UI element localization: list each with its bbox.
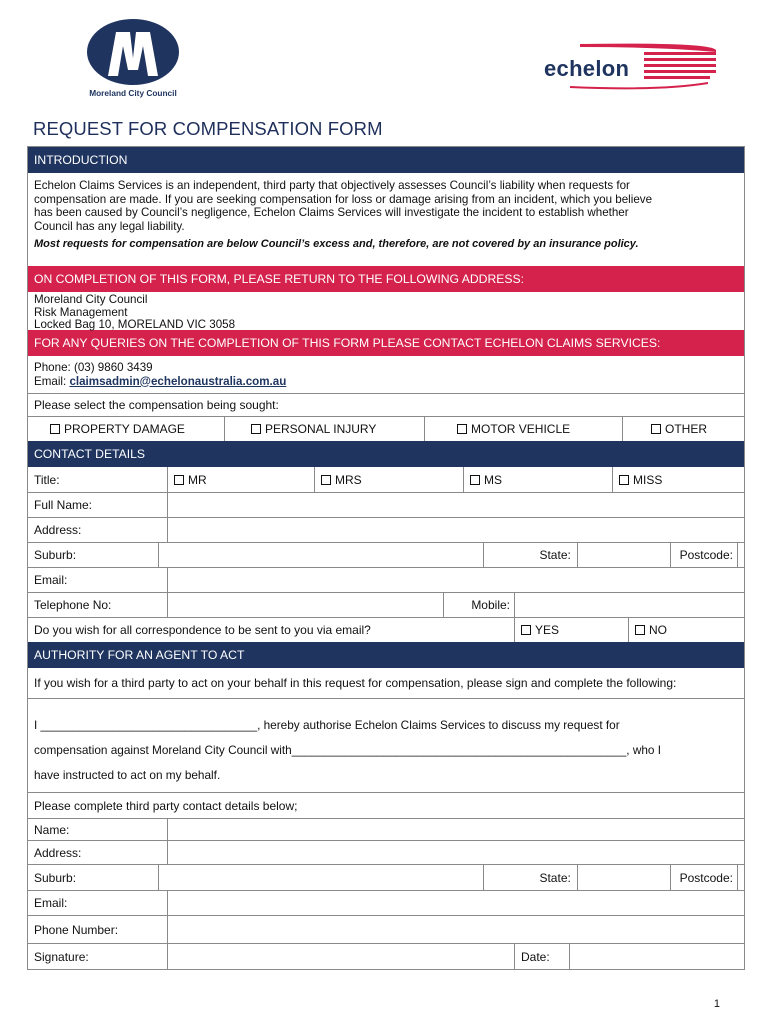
email-field[interactable]	[167, 568, 744, 592]
intro-line-2: compensation are made. If you are seeking compensation for loss or damage arising from an incident, which you believe	[34, 192, 653, 206]
title-mrs[interactable]: MRS	[314, 467, 463, 492]
agent-address-label: Address:	[34, 845, 82, 860]
email-correspondence-question: Do you wish for all correspondence to be sent to you via email?	[34, 623, 371, 637]
agent-state-label: State:	[483, 865, 576, 890]
email-correspondence-no[interactable]: NO	[628, 618, 744, 642]
intro-line-3: has been caused by Council’s negligence, Echelon Claims Services will investigate the incident to establish whether	[34, 206, 629, 219]
email-label: Email:	[34, 573, 68, 587]
intro-header: INTRODUCTION	[28, 147, 744, 173]
checkbox[interactable]	[174, 475, 184, 485]
return-header: ON COMPLETION OF THIS FORM, PLEASE RETURN TO THE FOLLOWING ADDRESS:	[28, 266, 744, 292]
checkbox[interactable]	[651, 424, 661, 434]
contact-phone: Phone: (03) 9860 3439	[34, 361, 153, 374]
agent-postcode-label: Postcode:	[670, 865, 737, 890]
agent-date-label: Date:	[514, 944, 569, 969]
agent-name-label: Name:	[34, 822, 70, 837]
address-field[interactable]	[167, 518, 744, 542]
auth-line-1: I _________________________________, hereby authorise Echelon Claims Services to discuss my request for	[34, 718, 620, 732]
title-mr[interactable]: MR	[167, 467, 314, 492]
checkbox[interactable]	[321, 475, 331, 485]
mobile-field[interactable]	[514, 593, 744, 617]
queries-section	[28, 356, 744, 393]
compensation-prompt: Please select the compensation being sought:	[34, 398, 279, 412]
state-field[interactable]	[577, 543, 670, 567]
address-label: Address:	[34, 523, 82, 537]
agent-email-field[interactable]	[167, 891, 744, 915]
agent-postcode-field[interactable]	[737, 865, 744, 890]
agent-authorisation	[28, 698, 744, 792]
checkbox[interactable]	[619, 475, 629, 485]
agent-suburb-label: Suburb:	[34, 870, 77, 885]
echelon-logo	[540, 42, 720, 90]
title-ms[interactable]: MS	[463, 467, 612, 492]
moreland-logo-text: Moreland City Council	[89, 88, 177, 98]
mobile-label: Mobile:	[443, 593, 514, 617]
title-label: Title:	[34, 472, 60, 487]
checkbox[interactable]	[470, 475, 480, 485]
third-party-prompt: Please complete third party contact details below;	[34, 798, 298, 813]
return-line-2: Risk Management	[34, 305, 128, 319]
option-motor-vehicle[interactable]: MOTOR VEHICLE	[424, 417, 622, 441]
agent-signature-field[interactable]	[167, 944, 514, 969]
contact-email-label: Email:	[34, 374, 70, 388]
email-correspondence-yes[interactable]: YES	[514, 618, 628, 642]
agent-state-field[interactable]	[577, 865, 670, 890]
title-miss[interactable]: MISS	[612, 467, 744, 492]
agent-header: AUTHORITY FOR AN AGENT TO ACT	[28, 642, 744, 668]
telephone-label: Telephone No:	[34, 598, 112, 612]
form-title: REQUEST FOR COMPENSATION FORM	[33, 118, 383, 139]
intro-line-1: Echelon Claims Services is an independent, third party that objectively assesses Council’s liability when requests for	[34, 179, 630, 192]
agent-email-label: Email:	[34, 896, 68, 910]
agent-address-field[interactable]	[167, 841, 744, 864]
queries-header: FOR ANY QUERIES ON THE COMPLETION OF THIS FORM PLEASE CONTACT ECHELON CLAIMS SERVICES:	[28, 330, 744, 356]
agent-intro: If you wish for a third party to act on your behalf in this request for compensation, please sign and complete the following:	[34, 676, 677, 690]
postcode-label: Postcode:	[670, 543, 737, 567]
suburb-label: Suburb:	[34, 548, 77, 562]
page-number: 1	[713, 998, 720, 1010]
full-name-label: Full Name:	[34, 498, 93, 512]
state-label: State:	[483, 543, 576, 567]
moreland-logo	[78, 18, 188, 100]
checkbox[interactable]	[50, 424, 60, 434]
agent-phone-field[interactable]	[167, 916, 744, 943]
full-name-field[interactable]	[167, 493, 744, 517]
option-other[interactable]: OTHER	[622, 417, 744, 441]
return-line-1: Moreland City Council	[34, 293, 148, 306]
contact-header: CONTACT DETAILS	[28, 441, 744, 467]
agent-name-field[interactable]	[167, 819, 744, 840]
compensation-form	[27, 146, 745, 970]
checkbox[interactable]	[251, 424, 261, 434]
title-row	[28, 467, 744, 492]
echelon-logo-text: echelon	[544, 56, 630, 81]
return-address	[28, 292, 744, 330]
agent-signature-label: Signature:	[34, 949, 89, 964]
telephone-field[interactable]	[167, 593, 443, 617]
intro-line-4: Council has any legal liability.	[34, 219, 185, 233]
checkbox[interactable]	[457, 424, 467, 434]
auth-line-3: have instructed to act on my behalf.	[34, 768, 221, 782]
option-property-damage[interactable]: PROPERTY DAMAGE	[28, 417, 224, 441]
contact-email-link[interactable]: claimsadmin@echelonaustralia.com.au	[69, 374, 287, 388]
agent-phone-label: Phone Number:	[34, 922, 119, 937]
option-personal-injury[interactable]: PERSONAL INJURY	[224, 417, 424, 441]
agent-suburb-field[interactable]	[158, 865, 483, 890]
suburb-field[interactable]	[158, 543, 483, 567]
return-line-3: Locked Bag 10, MORELAND VIC 3058	[34, 318, 236, 331]
intro-section	[28, 173, 744, 266]
postcode-field[interactable]	[737, 543, 744, 567]
agent-date-field[interactable]	[569, 944, 744, 969]
checkbox[interactable]	[521, 625, 531, 635]
compensation-options	[28, 416, 744, 441]
auth-line-2: compensation against Moreland City Council with___________________________________________________, who I	[34, 743, 662, 757]
intro-note: Most requests for compensation are below Council’s excess and, therefore, are not covered by an insurance policy.	[34, 238, 639, 250]
checkbox[interactable]	[635, 625, 645, 635]
